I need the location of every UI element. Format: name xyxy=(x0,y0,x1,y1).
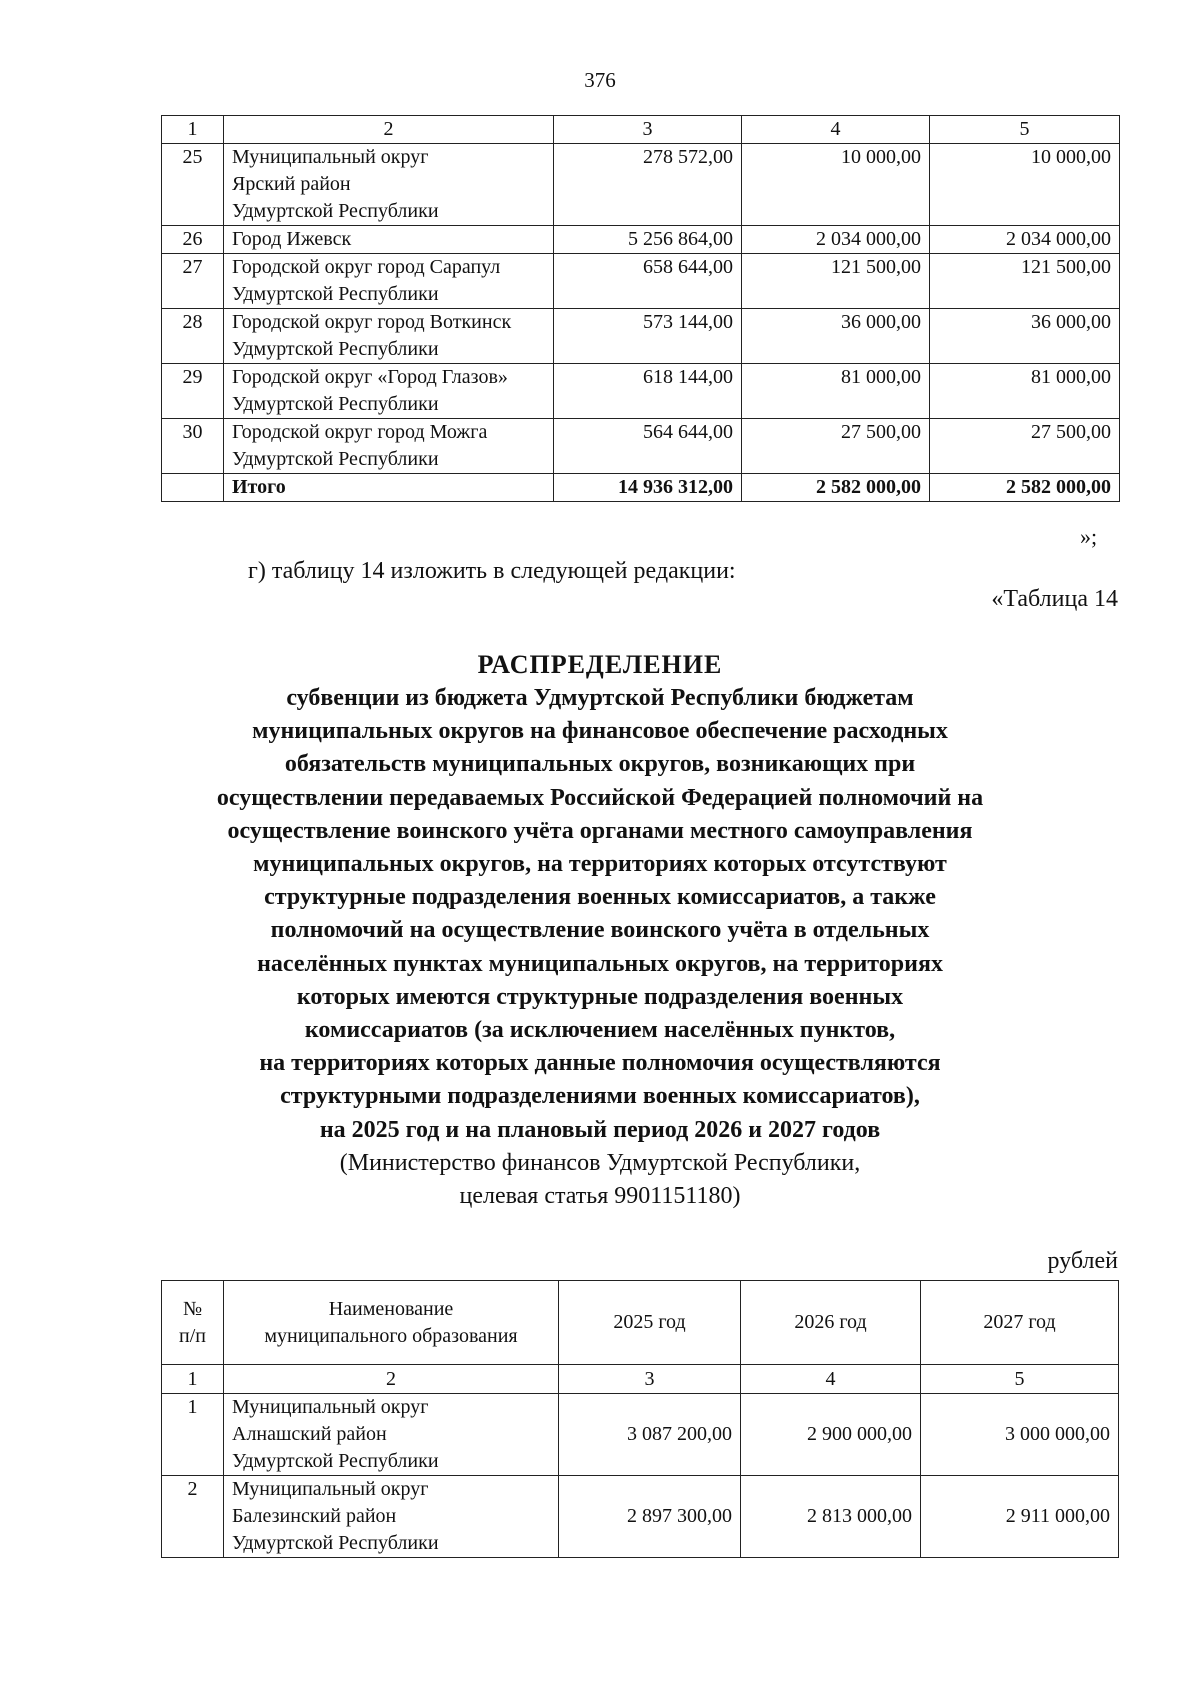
name-line: Муниципальный округ xyxy=(232,146,429,168)
municipality-name xyxy=(224,419,554,474)
heading-line: муниципальных округов, на территориях которых отсутствуют xyxy=(253,851,947,878)
col-number: 1 xyxy=(162,116,224,144)
table-row xyxy=(162,309,1120,364)
page-number: 376 xyxy=(584,68,616,92)
municipality-name xyxy=(224,254,554,309)
municipality-name xyxy=(224,226,554,254)
heading-line: структурными подразделениями военных комиссариатов), xyxy=(280,1083,920,1110)
heading-line: полномочий на осуществление воинского учёта в отдельных xyxy=(270,917,930,944)
header-2026: 2026 год xyxy=(741,1281,921,1365)
header-name-line: Наименование xyxy=(328,1297,454,1320)
value-2025: 3 087 200,00 xyxy=(559,1394,741,1476)
col-number: 3 xyxy=(554,116,742,144)
table-row xyxy=(162,419,1120,474)
value-2025: 278 572,00 xyxy=(554,144,742,226)
value-2026: 27 500,00 xyxy=(742,419,930,474)
header-name xyxy=(224,1281,559,1365)
row-number: 1 xyxy=(162,1394,224,1476)
value-2025: 573 144,00 xyxy=(554,309,742,364)
subtitle-line: (Министерство финансов Удмуртской Республики, xyxy=(339,1149,861,1176)
header-num-line: п/п xyxy=(179,1324,206,1347)
value-2025: 618 144,00 xyxy=(554,364,742,419)
name-line: Городской округ город Сарапул xyxy=(232,256,501,278)
value-2025: 5 256 864,00 xyxy=(554,226,742,254)
row-number: 25 xyxy=(162,144,224,226)
header-num-line: № xyxy=(182,1297,203,1320)
value-2025: 658 644,00 xyxy=(554,254,742,309)
total-2026: 2 582 000,00 xyxy=(742,474,930,502)
total-2025: 14 936 312,00 xyxy=(554,474,742,502)
municipality-name xyxy=(224,364,554,419)
closing-quote: »; xyxy=(1080,524,1098,549)
name-line: Алнашский район xyxy=(232,1423,387,1445)
col-number: 5 xyxy=(930,116,1120,144)
name-line: Городской округ город Воткинск xyxy=(232,311,512,333)
col-number: 5 xyxy=(921,1365,1119,1394)
previous-distribution-table xyxy=(161,115,1120,502)
heading-line: которых имеются структурные подразделения военных xyxy=(296,983,904,1010)
heading-line: осуществление воинского учёта органами местного самоуправления xyxy=(227,817,973,844)
row-number: 2 xyxy=(162,1476,224,1558)
table-row xyxy=(162,364,1120,419)
heading-line: структурные подразделения военных комиссариатов, а также xyxy=(264,884,936,911)
heading-line: обязательств муниципальных округов, возникающих при xyxy=(284,751,916,778)
municipality-name xyxy=(224,144,554,226)
municipality-name xyxy=(224,309,554,364)
heading-title: РАСПРЕДЕЛЕНИЕ xyxy=(477,650,723,679)
row-number-empty xyxy=(162,474,224,502)
value-2027: 10 000,00 xyxy=(930,144,1120,226)
name-line: Удмуртской Республики xyxy=(232,1450,439,1472)
column-number-row xyxy=(162,116,1120,144)
heading-line: населённых пунктах муниципальных округов, на территориях xyxy=(257,950,943,977)
name-line: Удмуртской Республики xyxy=(232,393,439,415)
header-row xyxy=(162,1281,1119,1365)
name-line: Балезинский район xyxy=(232,1505,397,1527)
name-line: Удмуртской Республики xyxy=(232,448,439,470)
table-label: «Таблица 14 xyxy=(991,586,1118,612)
heading-line: осуществлении передаваемых Российской Федерацией полномочий на xyxy=(216,784,984,811)
header-2025: 2025 год xyxy=(559,1281,741,1365)
name-line: Удмуртской Республики xyxy=(232,338,439,360)
col-number: 1 xyxy=(162,1365,224,1394)
name-line: Городской округ город Можга xyxy=(232,421,488,443)
value-2026: 2 900 000,00 xyxy=(741,1394,921,1476)
value-2027: 81 000,00 xyxy=(930,364,1120,419)
name-line: Городской округ «Город Глазов» xyxy=(232,366,508,388)
value-2027: 2 034 000,00 xyxy=(930,226,1120,254)
name-line: Удмуртской Республики xyxy=(232,200,439,222)
value-2026: 2 813 000,00 xyxy=(741,1476,921,1558)
total-label: Итого xyxy=(224,474,554,502)
row-number: 29 xyxy=(162,364,224,419)
table-heading xyxy=(140,648,1060,1213)
name-line: Удмуртской Республики xyxy=(232,1532,439,1554)
subtitle-line: целевая статья 9901151180) xyxy=(459,1182,741,1209)
value-2025: 564 644,00 xyxy=(554,419,742,474)
value-2027: 121 500,00 xyxy=(930,254,1120,309)
header-2027: 2027 год xyxy=(921,1281,1119,1365)
col-number: 2 xyxy=(224,1365,559,1394)
name-line: Удмуртской Республики xyxy=(232,283,439,305)
row-number: 30 xyxy=(162,419,224,474)
col-number: 3 xyxy=(559,1365,741,1394)
heading-line: на территориях которых данные полномочия осуществляются xyxy=(259,1050,941,1077)
heading-line: на 2025 год и на плановый период 2026 и 2027 годов xyxy=(319,1116,881,1143)
row-number: 26 xyxy=(162,226,224,254)
heading-line: комиссариатов (за исключением населённых пунктов, xyxy=(304,1017,896,1044)
name-line: Город Ижевск xyxy=(232,228,352,250)
table-row xyxy=(162,1476,1119,1558)
value-2027: 27 500,00 xyxy=(930,419,1120,474)
col-number: 4 xyxy=(742,116,930,144)
table-row xyxy=(162,226,1120,254)
column-number-row xyxy=(162,1365,1119,1394)
table-row xyxy=(162,254,1120,309)
col-number: 2 xyxy=(224,116,554,144)
heading-subtitle xyxy=(140,1147,1060,1213)
value-2027: 3 000 000,00 xyxy=(921,1394,1119,1476)
units-label: рублей xyxy=(1047,1248,1118,1274)
value-2026: 121 500,00 xyxy=(742,254,930,309)
heading-line: муниципальных округов на финансовое обеспечение расходных xyxy=(252,718,948,745)
header-num xyxy=(162,1281,224,1365)
name-line: Муниципальный округ xyxy=(232,1396,429,1418)
total-2027: 2 582 000,00 xyxy=(930,474,1120,502)
value-2026: 36 000,00 xyxy=(742,309,930,364)
header-name-line: муниципального образования xyxy=(264,1324,518,1347)
table-14-distribution xyxy=(161,1280,1119,1558)
row-number: 28 xyxy=(162,309,224,364)
table-row xyxy=(162,1394,1119,1476)
value-2026: 81 000,00 xyxy=(742,364,930,419)
table-row xyxy=(162,144,1120,226)
total-row xyxy=(162,474,1120,502)
row-number: 27 xyxy=(162,254,224,309)
value-2026: 10 000,00 xyxy=(742,144,930,226)
value-2026: 2 034 000,00 xyxy=(742,226,930,254)
heading-line: субвенции из бюджета Удмуртской Республики бюджетам xyxy=(286,685,914,711)
value-2027: 36 000,00 xyxy=(930,309,1120,364)
name-line: Муниципальный округ xyxy=(232,1478,429,1500)
value-2027: 2 911 000,00 xyxy=(921,1476,1119,1558)
amendment-instruction: г) таблицу 14 изложить в следующей редакции: xyxy=(248,558,736,584)
name-line: Ярский район xyxy=(232,173,351,195)
heading-body xyxy=(140,682,1060,1147)
col-number: 4 xyxy=(741,1365,921,1394)
municipality-name xyxy=(224,1476,559,1558)
value-2025: 2 897 300,00 xyxy=(559,1476,741,1558)
municipality-name xyxy=(224,1394,559,1476)
